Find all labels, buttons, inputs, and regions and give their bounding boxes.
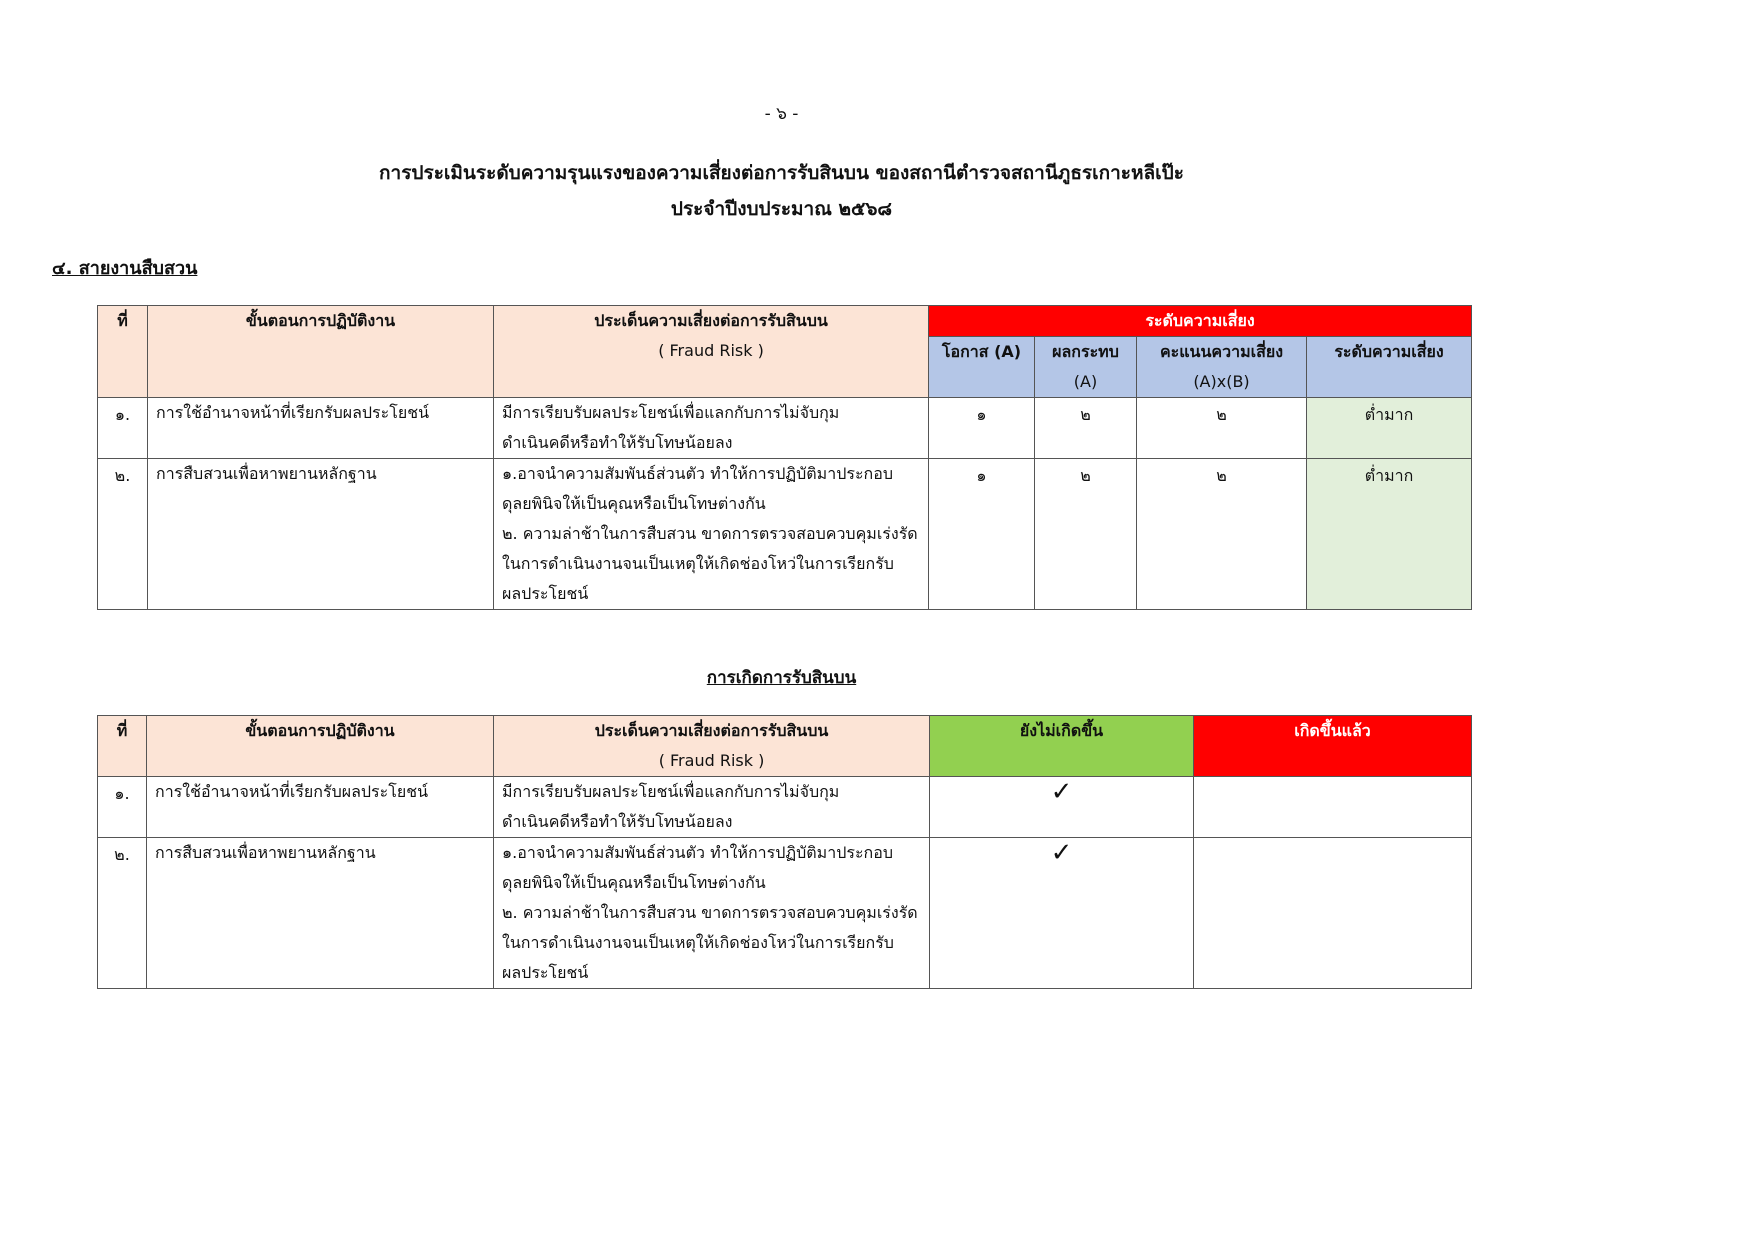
row-fraud-risk: มีการเรียบรับผลประโยชน์เพื่อแลกกับการไม่จับกุม ดำเนินคดีหรือทำให้รับโทษน้อยลง xyxy=(494,777,930,838)
row-number: ๑. xyxy=(98,398,148,459)
row-step: การใช้อำนาจหน้าที่เรียกรับผลประโยชน์ xyxy=(147,777,494,838)
table-row xyxy=(98,459,1472,610)
row-fraud-risk: ๑.อาจนำความสัมพันธ์ส่วนตัว ทำให้การปฏิบัติมาประกอบ ดุลยพินิจให้เป็นคุณหรือเป็นโทษต่างกัน ๒. ความล่าช้าในการสืบสวน ขาดการตรวจสอบควบคุมเร่งรัด ในการดำเนินงานจนเป็นเหตุให้เกิดช่องโหว่ในการเรียกรับ ผลประโยชน์ xyxy=(494,838,930,989)
row-occurred xyxy=(1194,777,1472,838)
header-occurred: เกิดขึ้นแล้ว xyxy=(1194,716,1472,777)
header-risk-level: ระดับความเสี่ยง xyxy=(1307,337,1472,398)
table-row xyxy=(98,838,1472,989)
header-no: ที่ xyxy=(98,306,148,398)
header-impact: ผลกระทบ (A) xyxy=(1035,337,1137,398)
table-row xyxy=(98,777,1472,838)
row-likelihood: ๑ xyxy=(929,459,1035,610)
header-no: ที่ xyxy=(98,716,147,777)
row-step: การสืบสวนเพื่อหาพยานหลักฐาน xyxy=(148,459,494,610)
document-title: การประเมินระดับความรุนแรงของความเสี่ยงต่อการรับสินบน ของสถานีตำรวจสถานีภูธรเกาะหลีเป๊ะ xyxy=(379,162,1184,184)
check-mark-icon: ✓ xyxy=(1050,838,1073,868)
row-number: ๑. xyxy=(98,777,147,838)
row-score: ๒ xyxy=(1137,398,1307,459)
table-row xyxy=(98,398,1472,459)
risk-assessment-table xyxy=(97,305,1472,610)
header-fraud-risk: ประเด็นความเสี่ยงต่อการรับสินบน ( Fraud Risk ) xyxy=(494,306,929,398)
header-likelihood: โอกาส (A) xyxy=(929,337,1035,398)
row-risk-level: ต่ำมาก xyxy=(1307,398,1472,459)
header-risk-level-group: ระดับความเสี่ยง xyxy=(929,306,1472,337)
document-subtitle: ประจำปีงบประมาณ ๒๕๖๘ xyxy=(670,198,893,220)
row-number: ๒. xyxy=(98,838,147,989)
check-mark-icon: ✓ xyxy=(1050,777,1073,807)
row-likelihood: ๑ xyxy=(929,398,1035,459)
header-risk-score: คะแนนความเสี่ยง (A)x(B) xyxy=(1137,337,1307,398)
bribery-occurrence-table xyxy=(97,715,1472,989)
section-heading: ๔. สายงานสืบสวน xyxy=(52,258,198,279)
row-number: ๒. xyxy=(98,459,148,610)
row-impact: ๒ xyxy=(1035,398,1137,459)
header-step: ขั้นตอนการปฏิบัติงาน xyxy=(148,306,494,398)
row-score: ๒ xyxy=(1137,459,1307,610)
row-step: การใช้อำนาจหน้าที่เรียกรับผลประโยชน์ xyxy=(148,398,494,459)
row-risk-level: ต่ำมาก xyxy=(1307,459,1472,610)
row-fraud-risk: มีการเรียบรับผลประโยชน์เพื่อแลกกับการไม่จับกุม ดำเนินคดีหรือทำให้รับโทษน้อยลง xyxy=(494,398,929,459)
row-step: การสืบสวนเพื่อหาพยานหลักฐาน xyxy=(147,838,494,989)
row-impact: ๒ xyxy=(1035,459,1137,610)
row-fraud-risk: ๑.อาจนำความสัมพันธ์ส่วนตัว ทำให้การปฏิบัติมาประกอบ ดุลยพินิจให้เป็นคุณหรือเป็นโทษต่างกัน ๒. ความล่าช้าในการสืบสวน ขาดการตรวจสอบควบคุมเร่งรัด ในการดำเนินงานจนเป็นเหตุให้เกิดช่องโหว่ในการเรียกรับ ผลประโยชน์ xyxy=(494,459,929,610)
header-not-occurred: ยังไม่เกิดขึ้น xyxy=(930,716,1194,777)
row-not-occurred xyxy=(930,838,1194,989)
header-fraud-risk: ประเด็นความเสี่ยงต่อการรับสินบน ( Fraud Risk ) xyxy=(494,716,930,777)
row-occurred xyxy=(1194,838,1472,989)
occurrence-heading: การเกิดการรับสินบน xyxy=(706,668,857,688)
page-number: - ๖ - xyxy=(764,104,799,124)
row-not-occurred xyxy=(930,777,1194,838)
header-step: ขั้นตอนการปฏิบัติงาน xyxy=(147,716,494,777)
